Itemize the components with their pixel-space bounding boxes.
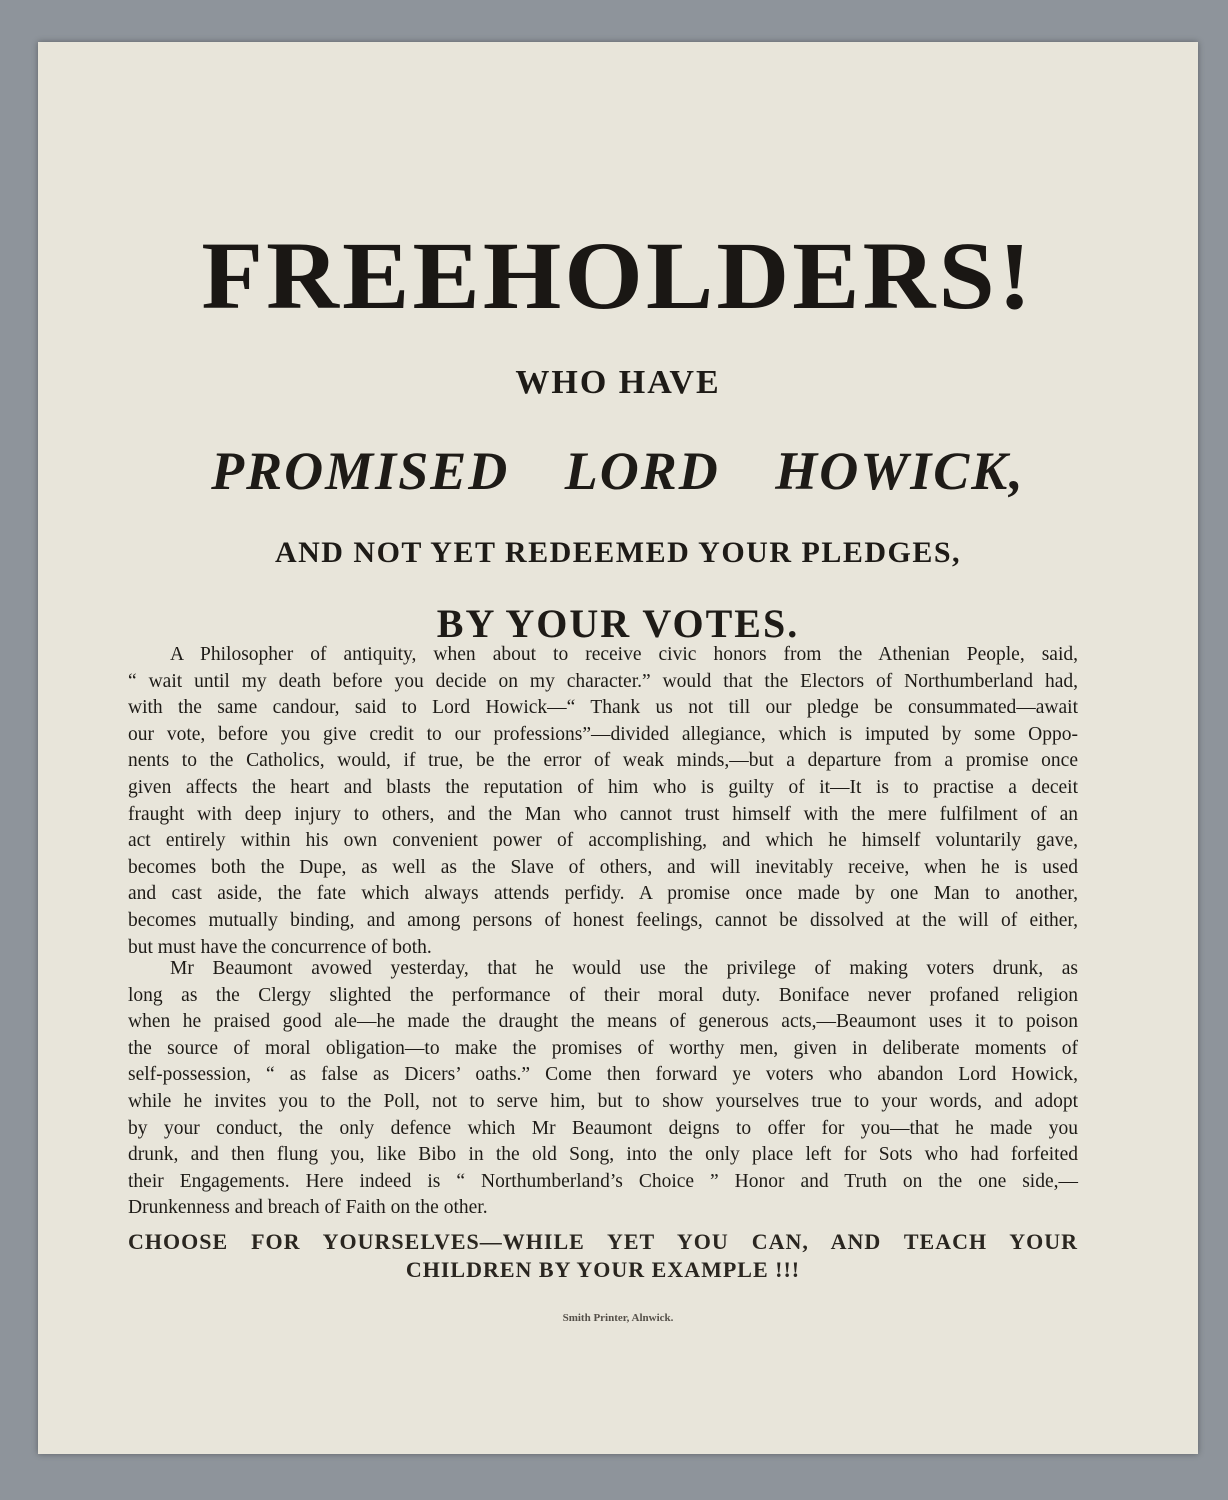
text-line: while he invites you to the Poll, not to serve him, but to show yourselves true to your words, and adopt <box>128 1090 1078 1112</box>
text-line: nents to the Catholics, would, if true, be the error of weak minds,—but a departure from a promise once <box>128 750 1078 772</box>
text-line: the source of moral obligation—to make the promises of worthy men, given in deliberate moments of <box>128 1037 1078 1059</box>
text-line: becomes both the Dupe, as well as the Slave of others, and will inevitably receive, when he is used <box>128 856 1078 878</box>
paragraph-philosopher <box>128 642 1078 961</box>
text-line: “ wait until my death before you decide on my character.” would that the Electors of Northumberland had, <box>128 670 1078 692</box>
poster-title: FREEHOLDERS! <box>201 222 1035 329</box>
text-line: and cast aside, the fate which always attends perfidy. A promise once made by one Man to another, <box>128 883 1078 905</box>
text-line: self-possession, “ as false as Dicers’ oaths.” Come then forward ye voters who abandon Lord Howick, <box>128 1064 1078 1086</box>
printer-imprint: Smith Printer, Alnwick. <box>562 1312 674 1324</box>
text-line: fraught with deep injury to others, and the Man who cannot trust himself with the mere fulfilment of an <box>128 803 1078 825</box>
subtitle-by-your-votes: BY YOUR VOTES. <box>436 601 800 646</box>
text-line: when he praised good ale—he made the draught the means of generous acts,—Beaumont uses it to poison <box>128 1011 1078 1033</box>
broadside-paper <box>38 42 1198 1454</box>
text-line: by your conduct, the only defence which Mr Beaumont deigns to offer for you—that he made you <box>128 1117 1078 1139</box>
closing-line: CHILDREN BY YOUR EXAMPLE !!! <box>405 1257 801 1282</box>
text-line: drunk, and then flung you, like Bibo in the old Song, into the only place left for Sots who had forfeited <box>128 1144 1078 1166</box>
text-line: becomes mutually binding, and among persons of honest feelings, cannot be dissolved at the will of either, <box>128 909 1078 931</box>
text-line: their Engagements. Here indeed is “ Northumberland’s Choice ” Honor and Truth on the one side,— <box>128 1170 1078 1192</box>
text-line: A Philosopher of antiquity, when about to receive civic honors from the Athenian People, said, <box>170 644 1078 665</box>
text-line: with the same candour, said to Lord Howick—“ Thank us not till our pledge be consummated—await <box>128 697 1078 719</box>
closing-exhortation <box>128 1228 1078 1284</box>
subtitle-who-have: WHO HAVE <box>515 364 721 401</box>
text-line: Drunkenness and breach of Faith on the other. <box>128 1197 488 1219</box>
text-line: Mr Beaumont avowed yesterday, that he would use the privilege of making voters drunk, as <box>170 958 1078 979</box>
closing-line: CHOOSE FOR YOURSELVES—WHILE YET YOU CAN, AND TEACH YOUR <box>128 1229 1078 1254</box>
text-line: but must have the concurrence of both. <box>128 936 432 958</box>
subtitle-promised-lord-howick: PROMISED LORD HOWICK, <box>211 441 1025 501</box>
subtitle-pledges: AND NOT YET REDEEMED YOUR PLEDGES, <box>274 536 962 569</box>
text-line: our vote, before you give credit to our professions”—divided allegiance, which is imputed by some Oppo- <box>128 723 1078 745</box>
text-line: given affects the heart and blasts the reputation of him who is guilty of it—It is to practise a deceit <box>128 776 1078 798</box>
text-line: act entirely within his own convenient power of accomplishing, and which he himself voluntarily gave, <box>128 830 1078 852</box>
paragraph-beaumont <box>128 956 1078 1222</box>
text-line: long as the Clergy slighted the performance of their moral duty. Boniface never profaned religion <box>128 984 1078 1006</box>
